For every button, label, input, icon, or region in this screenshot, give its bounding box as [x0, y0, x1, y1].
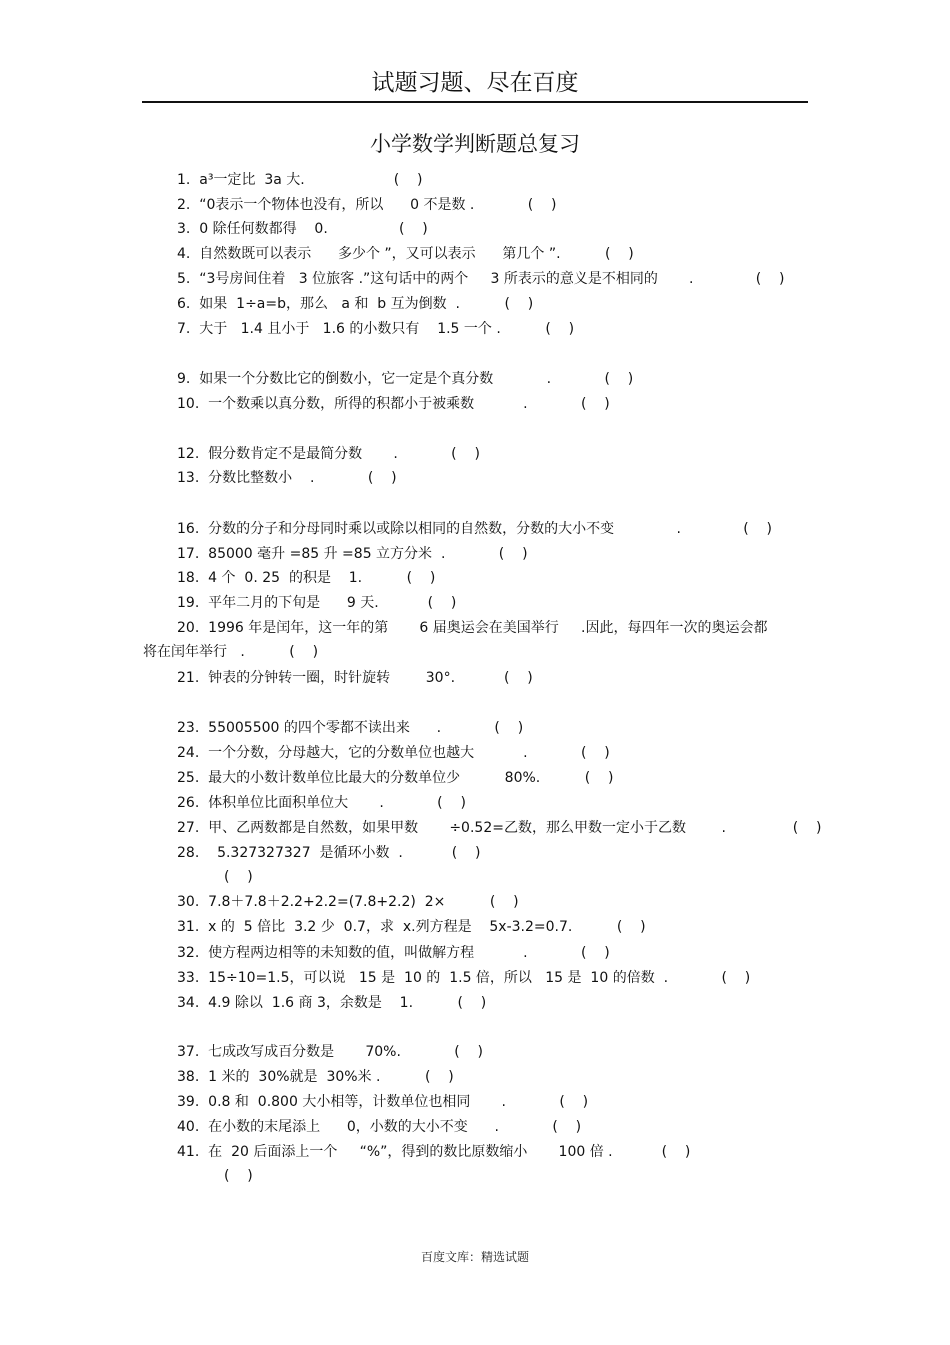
question-line — [177, 270, 785, 288]
question-text: 1 米的 30%就是 30%米 . ( ) — [208, 1069, 454, 1085]
question-text: 0.8 和 0.800 大小相等，计数单位也相同 . ( ) — [208, 1094, 589, 1110]
question-text: 0 除任何数都得 0. ( ) — [199, 221, 428, 237]
question-line — [177, 744, 610, 762]
question-number: 7. — [177, 321, 191, 337]
question-line — [177, 445, 480, 463]
question-number: 6. — [177, 296, 191, 312]
question-line — [177, 171, 422, 189]
question-number: 26. — [177, 795, 200, 811]
question-text: 在小数的末尾添上 0，小数的大小不变 . ( ) — [208, 1119, 582, 1135]
question-number: 34. — [177, 995, 200, 1011]
question-number: 17. — [177, 546, 200, 562]
question-number: 20. — [177, 620, 200, 636]
question-text: x 的 5 倍比 3.2 少 0.7，求 x.列方程是 5x-3.2=0.7. ( ) — [208, 919, 646, 935]
answer-blank: ( ) — [224, 869, 253, 885]
question-line — [177, 469, 397, 487]
question-text: 一个数乘以真分数，所得的积都小于被乘数 . ( ) — [208, 396, 610, 412]
question-text: 体积单位比面积单位大 . ( ) — [208, 795, 466, 811]
header-rule — [142, 101, 808, 103]
question-number: 39. — [177, 1094, 200, 1110]
question-text: “0表示一个物体也没有，所以 0 不是数 . ( ) — [199, 197, 557, 213]
question-text: 分数的分子和分母同时乘以或除以相同的自然数，分数的大小不变 . ( ) — [208, 521, 772, 537]
question-number: 33. — [177, 970, 200, 986]
question-line — [177, 1093, 588, 1111]
question-line — [177, 844, 481, 862]
question-line — [177, 969, 750, 987]
question-text: 如果一个分数比它的倒数小，它一定是个真分数 . ( ) — [199, 371, 634, 387]
question-line — [177, 245, 634, 263]
question-text: a³一定比 3a 大. ( ) — [199, 172, 423, 188]
question-line — [177, 220, 428, 238]
question-number: 37. — [177, 1044, 200, 1060]
question-number: 30. — [177, 894, 200, 910]
question-continuation — [224, 868, 253, 886]
question-text: 钟表的分钟转一圈，时针旋转 30°. ( ) — [208, 670, 533, 686]
question-text: 假分数肯定不是最简分数 . ( ) — [208, 446, 480, 462]
question-line — [177, 569, 435, 587]
question-line — [177, 669, 533, 687]
question-text: 平年二月的下旬是 9 天. ( ) — [208, 595, 457, 611]
question-line — [177, 370, 633, 388]
question-number: 9. — [177, 371, 191, 387]
question-text: 4.9 除以 1.6 商 3，余数是 1. ( ) — [208, 995, 487, 1011]
question-line — [177, 395, 610, 413]
question-text: 1996 年是闰年，这一年的第 6 届奥运会在美国举行 .因此，每四年一次的奥运会都 — [208, 620, 768, 636]
question-number: 25. — [177, 770, 200, 786]
page-footer: 百度文库：精选试题 — [420, 1250, 529, 1264]
question-number: 1. — [177, 172, 191, 188]
page-header: 试题习题、尽在百度 — [371, 70, 579, 96]
question-number: 13. — [177, 470, 200, 486]
question-number: 40. — [177, 1119, 200, 1135]
question-text: 7.8＋7.8＋2.2+2.2=(7.8+2.2) 2× ( ) — [208, 894, 519, 910]
question-text: 15÷10=1.5，可以说 15 是 10 的 1.5 倍，所以 15 是 10 的倍数 . ( ) — [208, 970, 751, 986]
question-number: 28. — [177, 845, 200, 861]
question-number: 3. — [177, 221, 191, 237]
question-line — [177, 594, 456, 612]
question-text: 如果 1÷a=b，那么 a 和 b 互为倒数 . ( ) — [199, 296, 534, 312]
question-line — [177, 994, 486, 1012]
question-text: 5.327327327 是循环小数 . ( ) — [208, 845, 481, 861]
question-continuation — [224, 1167, 253, 1185]
answer-blank: ( ) — [224, 1168, 253, 1184]
question-line — [177, 1043, 483, 1061]
question-line — [177, 819, 821, 837]
question-number: 41. — [177, 1144, 200, 1160]
question-text: 85000 毫升 =85 升 =85 立方分米 . ( ) — [208, 546, 528, 562]
question-number: 10. — [177, 396, 200, 412]
question-line — [177, 944, 610, 962]
question-text: 自然数既可以表示 多少个 ”，又可以表示 第几个 ”. ( ) — [199, 246, 634, 262]
question-text: 大于 1.4 且小于 1.6 的小数只有 1.5 一个 . ( ) — [199, 321, 575, 337]
question-continuation — [143, 643, 318, 661]
question-text: 甲、乙两数都是自然数，如果甲数 ÷0.52=乙数，那么甲数一定小于乙数 . ( ) — [208, 820, 822, 836]
document-title: 小学数学判断题总复习 — [370, 132, 580, 156]
question-text: 七成改写成百分数是 70%. ( ) — [208, 1044, 484, 1060]
question-line — [177, 769, 613, 787]
question-number: 18. — [177, 570, 200, 586]
question-number: 5. — [177, 271, 191, 287]
question-number: 32. — [177, 945, 200, 961]
question-line — [177, 619, 767, 637]
question-line — [177, 196, 557, 214]
question-line — [177, 1068, 454, 1086]
question-number: 38. — [177, 1069, 200, 1085]
question-number: 27. — [177, 820, 200, 836]
question-number: 19. — [177, 595, 200, 611]
question-line — [177, 320, 574, 338]
question-line — [177, 719, 523, 737]
question-line — [177, 1143, 690, 1161]
question-number: 2. — [177, 197, 191, 213]
question-line — [177, 893, 519, 911]
question-text: 一个分数，分母越大，它的分数单位也越大 . ( ) — [208, 745, 610, 761]
question-text: 将在闰年举行 . ( ) — [143, 644, 319, 660]
question-text: “3号房间住着 3 位旅客 .”这句话中的两个 3 所表示的意义是不相同的 . ( ) — [199, 271, 785, 287]
question-text: 4 个 0. 25 的积是 1. ( ) — [208, 570, 436, 586]
question-line — [177, 295, 533, 313]
question-text: 使方程两边相等的未知数的值，叫做解方程 . ( ) — [208, 945, 610, 961]
question-number: 23. — [177, 720, 200, 736]
question-line — [177, 918, 646, 936]
question-number: 16. — [177, 521, 200, 537]
question-text: 55005500 的四个零都不读出来 . ( ) — [208, 720, 524, 736]
question-number: 21. — [177, 670, 200, 686]
question-number: 31. — [177, 919, 200, 935]
question-line — [177, 520, 772, 538]
question-text: 分数比整数小 . ( ) — [208, 470, 397, 486]
question-text: 最大的小数计数单位比最大的分数单位少 80%. ( ) — [208, 770, 614, 786]
question-line — [177, 545, 528, 563]
question-line — [177, 1118, 581, 1136]
question-number: 24. — [177, 745, 200, 761]
question-number: 12. — [177, 446, 200, 462]
question-line — [177, 794, 466, 812]
question-text: 在 20 后面添上一个 “%”，得到的数比原数缩小 100 倍 . ( ) — [208, 1144, 691, 1160]
question-number: 4. — [177, 246, 191, 262]
